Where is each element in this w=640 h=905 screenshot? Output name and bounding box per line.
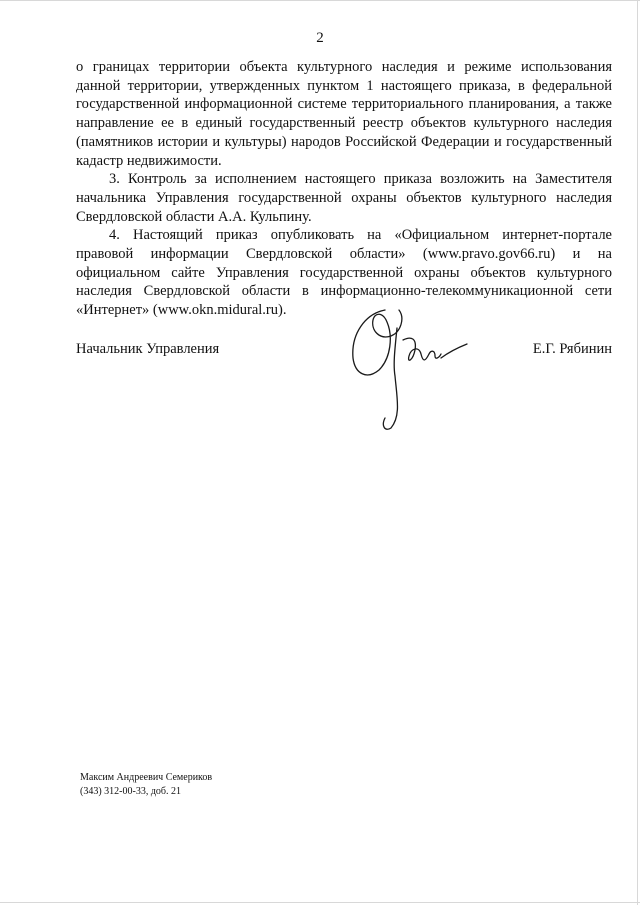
executor-info xyxy=(80,771,212,798)
executor-phone: (343) 312-00-33, доб. 21 xyxy=(80,785,181,797)
signatory-title: Начальник Управления xyxy=(76,341,220,357)
paragraph-3: 3. Контроль за исполнением настоящего приказа возложить на Заместителя начальника Управления государственной охраны объектов культурного наследия Свердловской области А.А. Кульпину. xyxy=(76,171,612,225)
paragraph-4: 4. Настоящий приказ опубликовать на «Официальном интернет-портале правовой информации Свердловской области» (www.pravo.gov66.ru) и на официальном сайте Управления государственной охраны объектов культурного наследия Свердловской области в информационно-телекоммуникационной сети «Интернет» (www.okn.midural.ru). xyxy=(76,227,612,319)
page-number: 2 xyxy=(316,30,324,46)
paragraph-continuation: о границах территории объекта культурного наследия и режиме использования данной территории, утвержденных пунктом 1 настоящего приказа, в федеральной государственной информационной системе территориального планирования, а также направление ее в единый государственный реестр объектов культурного наследия (памятников истории и культуры) народов Российской Федерации и государственный кадастр недвижимости. xyxy=(76,59,612,169)
signatory-name: Е.Г. Рябинин xyxy=(532,341,612,357)
document-body xyxy=(76,58,612,320)
top-edge xyxy=(0,0,640,1)
bottom-edge xyxy=(0,902,640,903)
right-edge xyxy=(637,0,638,905)
executor-name: Максим Андреевич Семериков xyxy=(80,772,213,783)
handwritten-signature xyxy=(345,300,475,432)
